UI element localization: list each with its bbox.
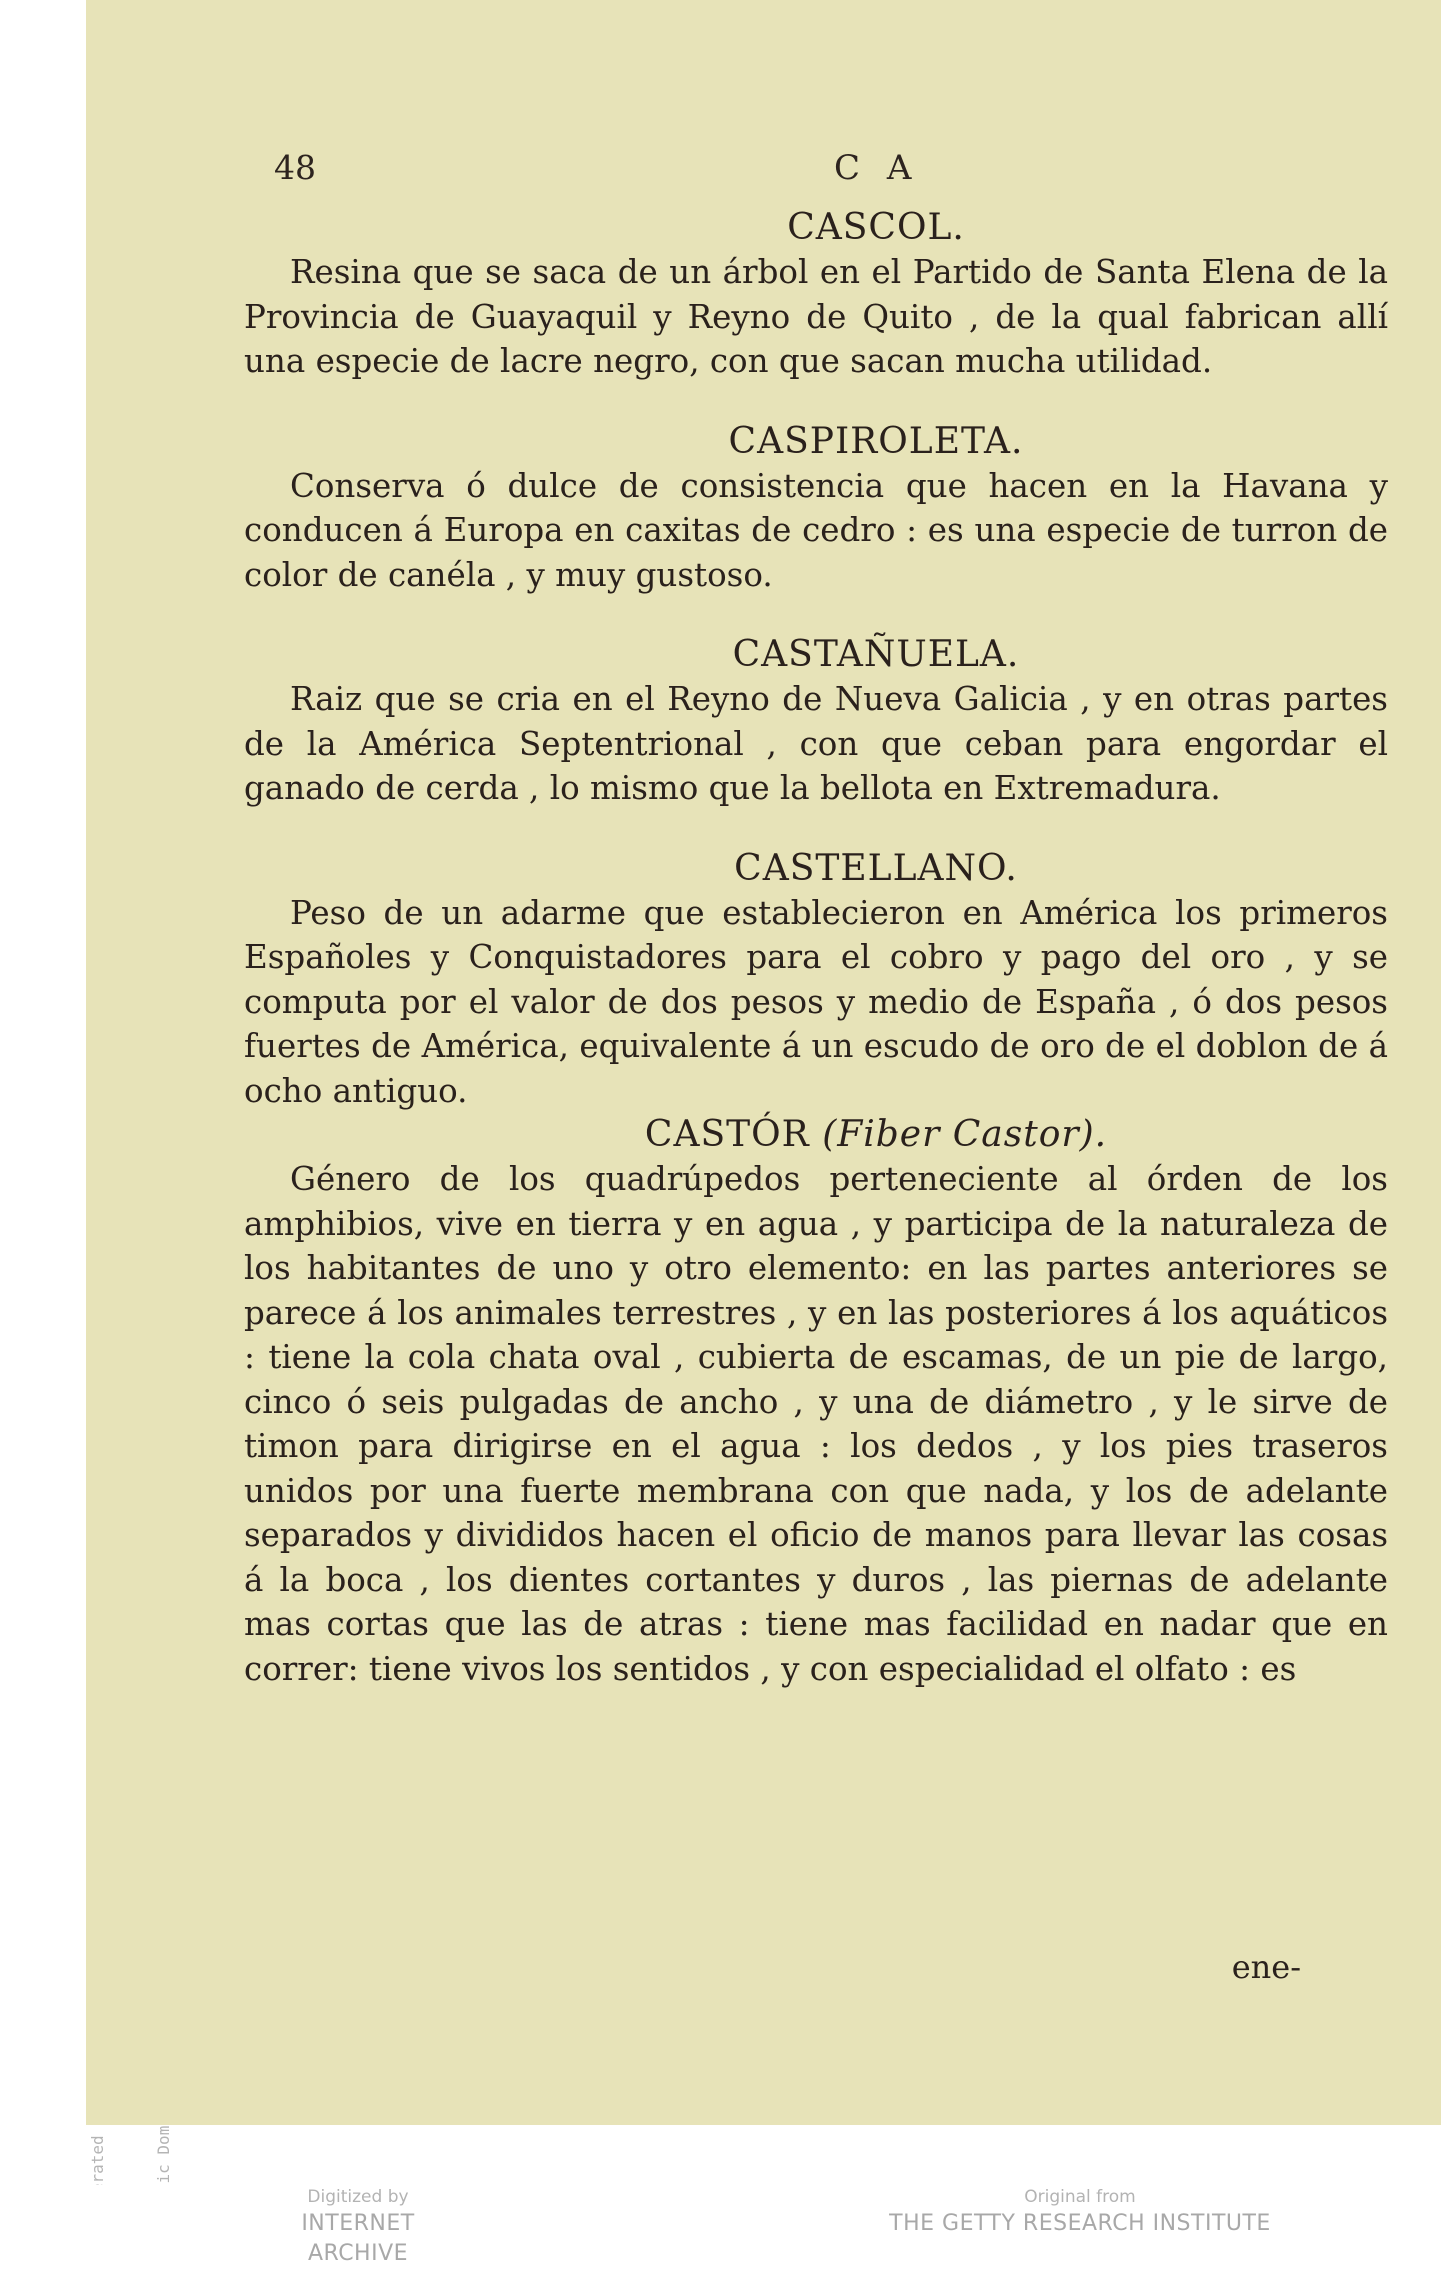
page-number: 48 bbox=[274, 148, 316, 187]
page-header bbox=[274, 148, 1321, 188]
running-head: C A bbox=[834, 148, 920, 188]
entry-castanuela bbox=[244, 633, 1388, 811]
entry-body: Peso de un adarme que establecieron en América los primeros Españoles y Conquistadores para el cobro y pago del oro , y se computa por el valor de dos pesos y medio de España , ó dos pesos fuertes de América, equivalente á un escudo de oro de el doblon de á ocho antiguo. bbox=[244, 893, 1388, 1110]
internet-archive-label: INTERNET ARCHIVE bbox=[301, 2211, 415, 2266]
entry-title: CASCOL. bbox=[787, 207, 965, 248]
entry-body: Género de los quadrúpedos perteneciente al órden de los amphibios, vive en tierra y en agua , y participa de la naturaleza de los habitantes de uno y otro elemento: en las partes anteriores se parece á los animales terrestres , y en las posteriores á los aquáticos : tiene la cola chata oval , cubierta de escamas, de un pie de largo, cinco ó seis pulgadas de ancho , y una de diámetro , y le sirve de timon para dirigirse en el agua : los dedos , y los pies traseros unidos por una fuerte membrana con que nada, y los de adelante separados y divididos hacen el oficio de manos para llevar las cosas á la boca , los dientes cortantes y duros , las piernas de adelante mas cortas que las de atras : tiene mas facilidad en nadar que en correr: tiene vivos los sentidos , y con especialidad el olfato : es bbox=[244, 1160, 1388, 1688]
digitization-footer bbox=[0, 2185, 1441, 2266]
entry-title: CASPIROLETA. bbox=[728, 420, 1024, 462]
entry-title: CASTELLANO. bbox=[734, 847, 1018, 889]
page-content bbox=[86, 0, 1441, 2125]
entry-title-castor bbox=[244, 1113, 1388, 1157]
original-from-credit bbox=[880, 2185, 1280, 2239]
entry-body: Raiz que se cria en el Reyno de Nueva Galicia , y en otras partes de la América Septentrional , con que ceban para engordar el ganado de cerda , lo mismo que la bellota en Extremadura. bbox=[244, 680, 1388, 807]
entry-caspiroleta bbox=[244, 420, 1388, 598]
entry-title: CASTAÑUELA. bbox=[732, 634, 1020, 675]
entry-body: Resina que se saca de un árbol en el Partido de Santa Elena de la Provincia de Guayaquil y Reyno de Quito , de la qual fabrican allí una especie de lacre negro, con que sacan mucha utilidad. bbox=[244, 253, 1388, 380]
entry-castellano bbox=[244, 847, 1388, 1114]
dictionary-entries bbox=[244, 206, 1388, 1691]
hathitrust-watermark bbox=[0, 0, 86, 2255]
scanned-book-page bbox=[86, 0, 1441, 2125]
digitized-by-caption: Digitized by bbox=[307, 2187, 409, 2207]
original-from-caption: Original from bbox=[1024, 2187, 1136, 2207]
getty-institute-label: THE GETTY RESEARCH INSTITUTE bbox=[889, 2211, 1271, 2236]
entry-title-latin-name: (Fiber Castor). bbox=[822, 1114, 1108, 1155]
digitized-by-credit bbox=[248, 2185, 468, 2269]
entry-title-word: CASTÓR bbox=[644, 1114, 810, 1155]
catchword: ene- bbox=[1231, 1948, 1301, 1986]
entry-cascol bbox=[244, 206, 1388, 384]
entry-castor bbox=[244, 1113, 1388, 1691]
entry-body: Conserva ó dulce de consistencia que hacen en la Havana y conducen á Europa en caxitas de cedro : es una especie de turron de color de canéla , y muy gustoso. bbox=[244, 466, 1388, 594]
